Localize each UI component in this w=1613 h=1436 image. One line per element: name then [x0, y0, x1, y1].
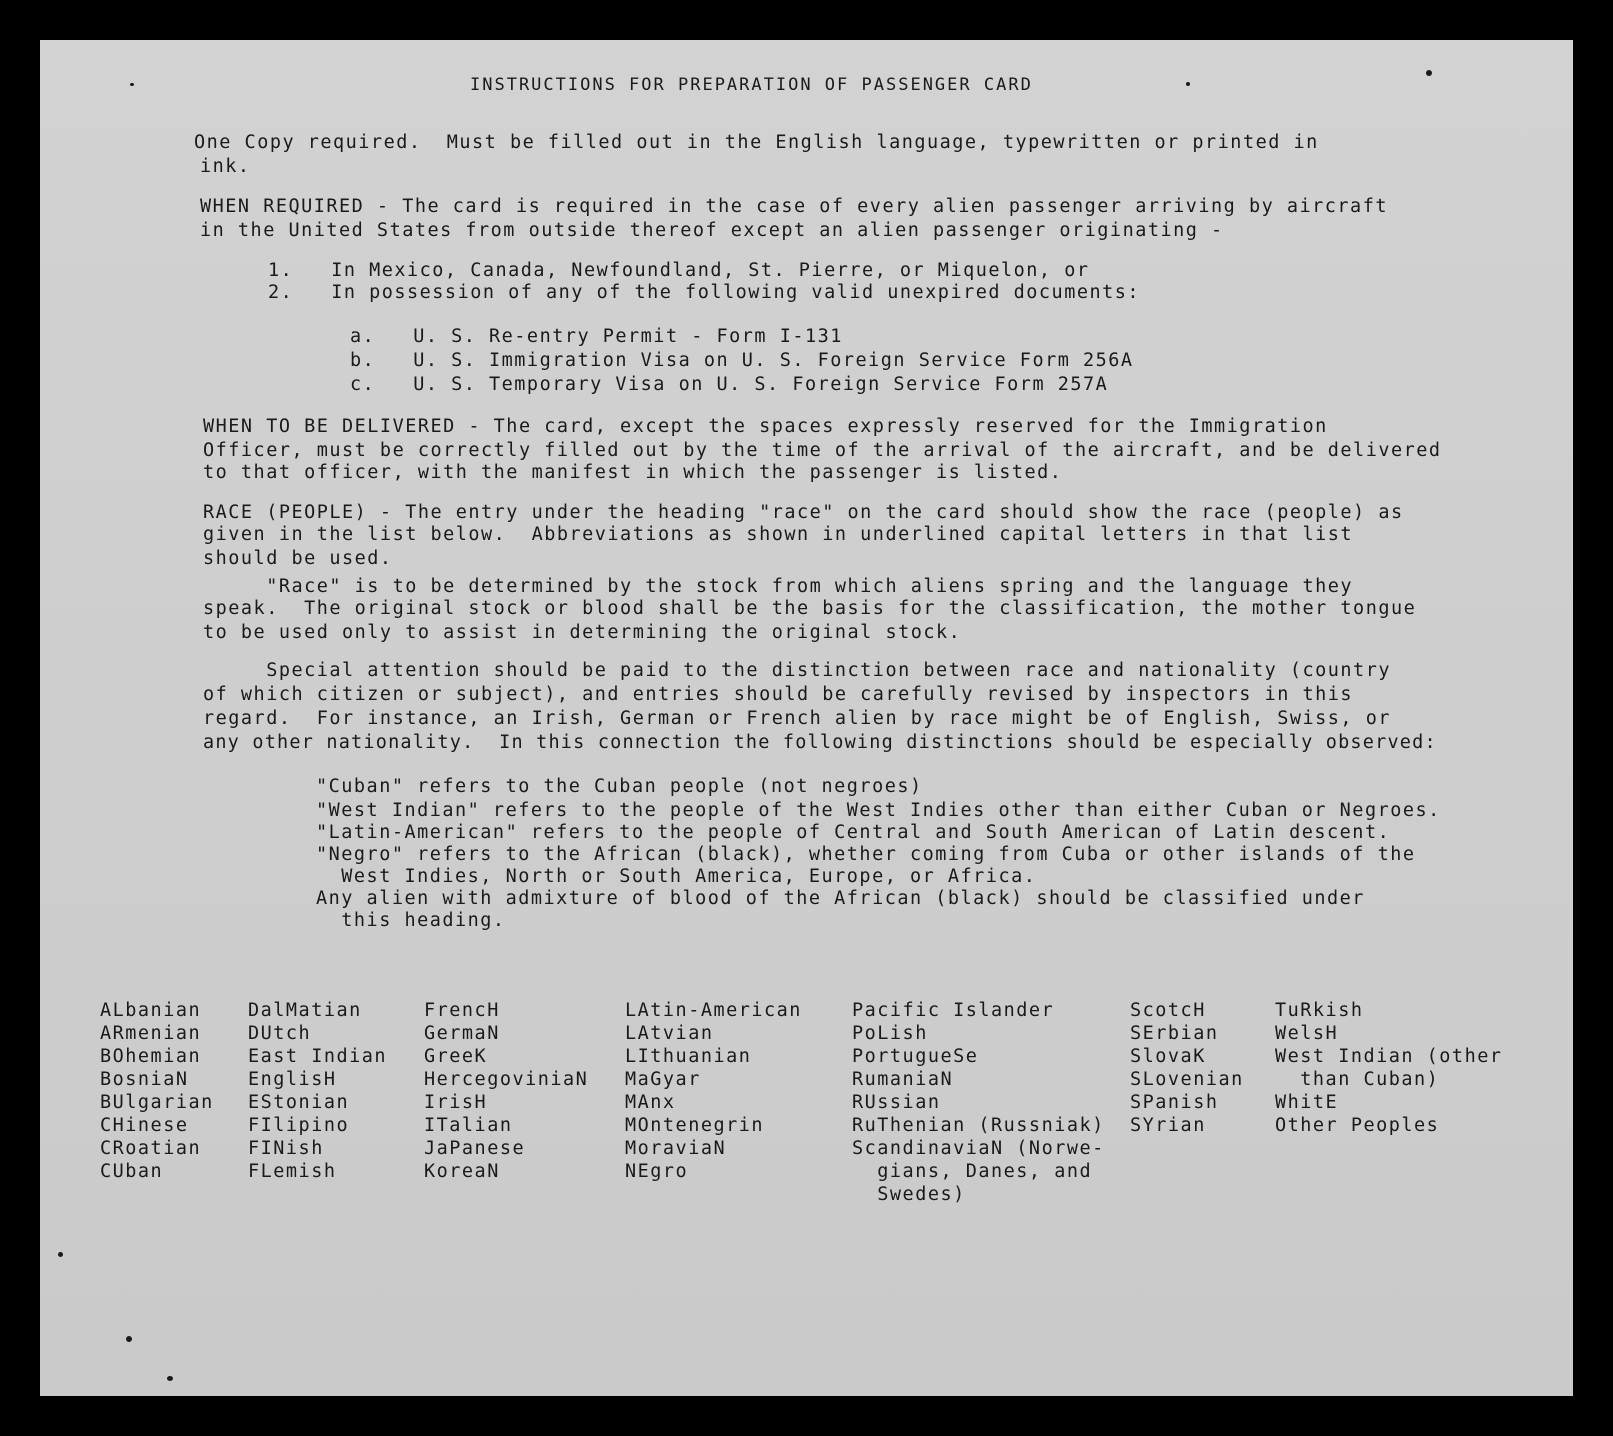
race-item: TuRkish — [1275, 1000, 1364, 1021]
race-item: GermaN — [424, 1023, 500, 1044]
race-item: LAtin-American — [625, 1000, 802, 1021]
speck-mark — [1186, 82, 1190, 86]
distinction-negro-2: West Indies, North or South America, Europe, or Africa. — [316, 866, 1037, 887]
race-item: ScotcH — [1130, 1000, 1206, 1021]
race-item: GreeK — [424, 1046, 488, 1067]
race-item: Other Peoples — [1275, 1115, 1440, 1136]
numbered-item-1: 1. In Mexico, Canada, Newfoundland, St. Pierre, or Miquelon, or — [268, 260, 1090, 281]
when-delivered-line-2: Officer, must be correctly filled out by the time of the arrival of the aircraft, and be delivered — [203, 440, 1442, 461]
race-item: BosniaN — [100, 1069, 189, 1090]
special-line-4: any other nationality. In this connection the following distinctions should be especially observed: — [203, 732, 1437, 753]
distinction-west-indian: "West Indian" refers to the people of the West Indies other than either Cuban or Negroes. — [316, 800, 1441, 821]
race-item: ITalian — [424, 1115, 513, 1136]
race-item: MAnx — [625, 1092, 676, 1113]
race-item: JaPanese — [424, 1138, 526, 1159]
race-item: KoreaN — [424, 1161, 500, 1182]
race-item: SlovaK — [1130, 1046, 1206, 1067]
race-item: LAtvian — [625, 1023, 714, 1044]
lettered-item-a: a. U. S. Re-entry Permit - Form I-131 — [350, 326, 843, 347]
when-delivered-line-3: to that officer, with the manifest in which the passenger is listed. — [203, 462, 1063, 483]
race-item: DalMatian — [248, 1000, 362, 1021]
special-line-1: Special attention should be paid to the distinction between race and nationality (country — [203, 660, 1391, 681]
race-item: ScandinaviaN (Norwe- — [852, 1138, 1105, 1159]
when-required-line-2: in the United States from outside thereof except an alien passenger originating - — [200, 220, 1224, 241]
race-item: East Indian — [248, 1046, 388, 1067]
distinction-latin-american: "Latin-American" refers to the people of Central and South American of Latin descent. — [316, 822, 1391, 843]
race-item: CRoatian — [100, 1138, 202, 1159]
race-item: NEgro — [625, 1161, 689, 1182]
race-stock-line-1: "Race" is to be determined by the stock from which aliens spring and the language they — [203, 576, 1354, 597]
race-item: ALbanian — [100, 1000, 202, 1021]
speck-mark — [1426, 70, 1432, 76]
speck-mark — [167, 1376, 173, 1381]
when-delivered-line-1: WHEN TO BE DELIVERED - The card, except the spaces expressly reserved for the Immigration — [203, 416, 1328, 437]
race-item: FIlipino — [248, 1115, 350, 1136]
race-item: MoraviaN — [625, 1138, 727, 1159]
speck-mark — [126, 1336, 132, 1342]
race-item: RUssian — [852, 1092, 941, 1113]
distinction-admixture-1: Any alien with admixture of blood of the African (black) should be classified under — [316, 888, 1365, 909]
intro-line-2: ink. — [200, 156, 251, 177]
race-item: Pacific Islander — [852, 1000, 1055, 1021]
speck-mark — [58, 1252, 63, 1257]
special-line-3: regard. For instance, an Irish, German or French alien by race might be of English, Swiss, or — [203, 708, 1391, 729]
race-item: SPanish — [1130, 1092, 1219, 1113]
race-item: WelsH — [1275, 1023, 1339, 1044]
speck-mark — [130, 83, 134, 86]
race-item: WhitE — [1275, 1092, 1339, 1113]
race-people-line-3: should be used. — [203, 548, 393, 569]
race-item: FLemish — [248, 1161, 337, 1182]
race-item: Swedes) — [852, 1184, 966, 1205]
lettered-item-c: c. U. S. Temporary Visa on U. S. Foreign Service Form 257A — [350, 374, 1109, 395]
race-item: MOntenegrin — [625, 1115, 765, 1136]
race-item: ARmenian — [100, 1023, 202, 1044]
race-item: BOhemian — [100, 1046, 202, 1067]
race-item: RumaniaN — [852, 1069, 954, 1090]
race-item: EStonian — [248, 1092, 350, 1113]
race-item: SErbian — [1130, 1023, 1219, 1044]
numbered-item-2: 2. In possession of any of the following valid unexpired documents: — [268, 282, 1141, 303]
race-stock-line-3: to be used only to assist in determining the original stock. — [203, 622, 962, 643]
race-item: SYrian — [1130, 1115, 1206, 1136]
race-item: FINish — [248, 1138, 324, 1159]
race-item: LIthuanian — [625, 1046, 752, 1067]
race-item: than Cuban) — [1275, 1069, 1440, 1090]
race-people-line-1: RACE (PEOPLE) - The entry under the heading "race" on the card should show the race (people) as — [203, 502, 1404, 523]
special-line-2: of which citizen or subject), and entries should be carefully revised by inspectors in this — [203, 684, 1354, 705]
race-item: PoLish — [852, 1023, 928, 1044]
race-item: DUtch — [248, 1023, 312, 1044]
race-people-line-2: given in the list below. Abbreviations as shown in underlined capital letters in that list — [203, 524, 1354, 545]
race-item: RuThenian (Russniak) — [852, 1115, 1105, 1136]
race-item: BUlgarian — [100, 1092, 214, 1113]
race-item: EnglisH — [248, 1069, 337, 1090]
race-item: SLovenian — [1130, 1069, 1244, 1090]
intro-line-1: One Copy required. Must be filled out in the English language, typewritten or printed in — [194, 132, 1319, 153]
document-title: INSTRUCTIONS FOR PREPARATION OF PASSENGER CARD — [470, 75, 1033, 95]
race-item: CUban — [100, 1161, 164, 1182]
lettered-item-b: b. U. S. Immigration Visa on U. S. Foreign Service Form 256A — [350, 350, 1134, 371]
distinction-negro-1: "Negro" refers to the African (black), whether coming from Cuba or other islands of the — [316, 844, 1416, 865]
race-stock-line-2: speak. The original stock or blood shall be the basis for the classification, the mother tongue — [203, 598, 1417, 619]
race-item: gians, Danes, and — [852, 1161, 1093, 1182]
distinction-admixture-2: this heading. — [316, 910, 506, 931]
race-item: HercegoviniaN — [424, 1069, 589, 1090]
race-item: PortugueSe — [852, 1046, 979, 1067]
race-item: West Indian (other — [1275, 1046, 1503, 1067]
race-item: IrisH — [424, 1092, 488, 1113]
race-item: FrencH — [424, 1000, 500, 1021]
when-required-line-1: WHEN REQUIRED - The card is required in the case of every alien passenger arriving by aircraft — [200, 196, 1388, 217]
distinction-cuban: "Cuban" refers to the Cuban people (not negroes) — [316, 776, 923, 797]
race-item: MaGyar — [625, 1069, 701, 1090]
race-item: CHinese — [100, 1115, 189, 1136]
